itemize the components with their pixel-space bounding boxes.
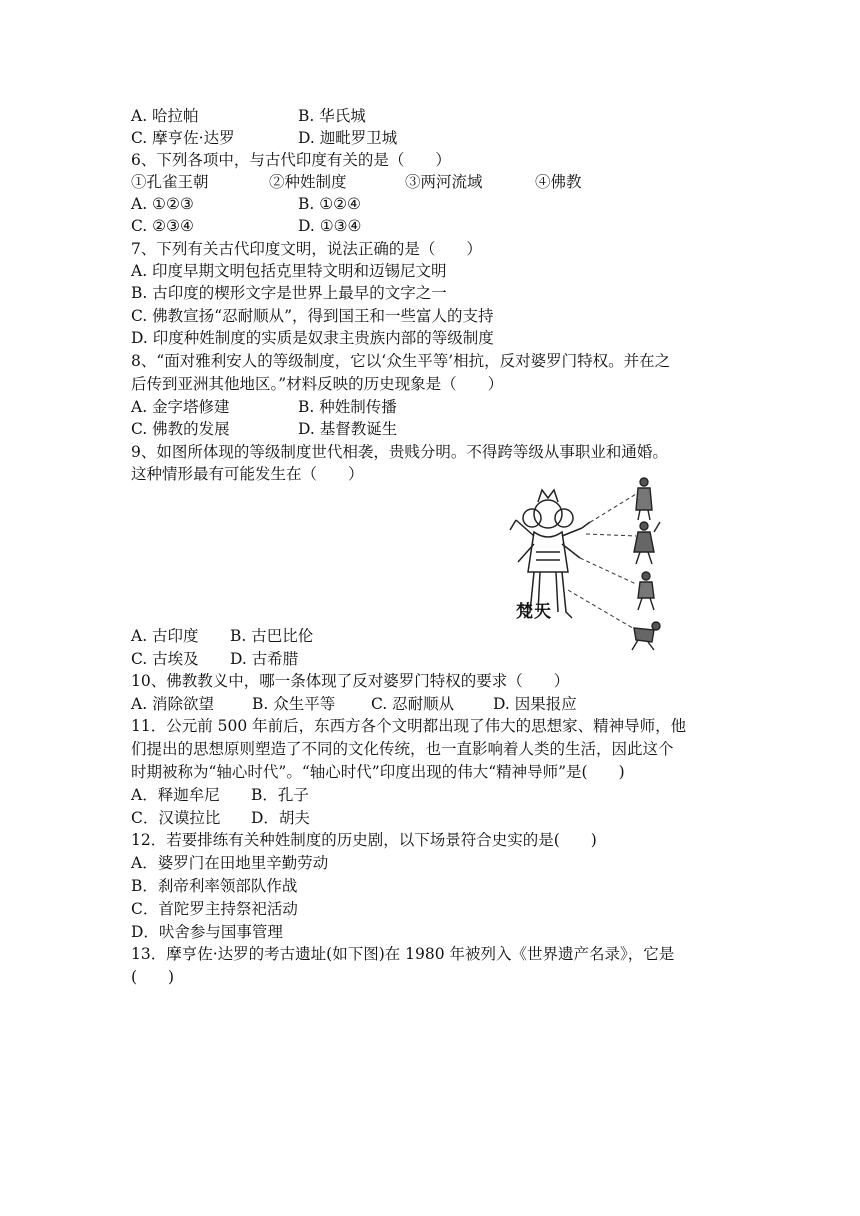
brahmin-figure-icon bbox=[636, 478, 652, 520]
q7-stem: 7、下列有关古代印度文明，说法正确的是（ ） bbox=[131, 240, 482, 258]
q6-option-b: B. ①②④ bbox=[298, 195, 361, 213]
q12-option-a: A．婆罗门在田地里辛勤劳动 bbox=[131, 854, 329, 872]
q12-stem: 12．若要排练有关种姓制度的历史剧，以下场景符合史实的是( ) bbox=[131, 831, 597, 849]
q10-option-c: C. 忍耐顺从 bbox=[371, 695, 455, 713]
q10-stem: 10、佛教教义中，哪一条体现了反对婆罗门特权的要求（ ） bbox=[131, 672, 570, 690]
kshatriya-figure-icon bbox=[634, 522, 660, 564]
q10-option-d: D. 因果报应 bbox=[493, 695, 577, 713]
caste-system-figure bbox=[498, 472, 678, 654]
q9-option-d: D. 古希腊 bbox=[230, 650, 299, 668]
q13-stem-line-2: ( ) bbox=[131, 968, 175, 986]
q12-option-d: D．吠舍参与国事管理 bbox=[131, 923, 283, 941]
vaishya-figure-icon bbox=[638, 572, 654, 610]
q9-option-c: C. 古埃及 bbox=[131, 650, 199, 668]
brahma-caste-illustration bbox=[498, 472, 678, 654]
q11-stem-line-2: 们提出的思想原则塑造了不同的文化传统，也一直影响着人类的生活，因此这个 bbox=[131, 740, 674, 758]
q11-stem-line-1: 11．公元前 500 年前后，东西方各个文明都出现了伟大的思想家、精神导师，他 bbox=[131, 717, 687, 735]
q10-option-a: A. 消除欲望 bbox=[131, 695, 215, 713]
q8-stem-line-1: 8、“面对雅利安人的等级制度，它以‘众生平等’相抗，反对婆罗门特权。并在之 bbox=[131, 352, 671, 370]
q8-option-b: B. 种姓制传播 bbox=[298, 398, 397, 416]
q10-option-b: B. 众生平等 bbox=[252, 695, 336, 713]
q11-option-b: B．孔子 bbox=[251, 786, 309, 804]
q11-option-c: C．汉谟拉比 bbox=[131, 809, 221, 827]
q6-item-2: ②种姓制度 bbox=[269, 173, 347, 191]
q8-option-a: A. 金字塔修建 bbox=[131, 398, 230, 416]
q7-option-b: B. 古印度的楔形文字是世界上最早的文字之一 bbox=[131, 284, 447, 302]
brahma-label: 梵天 bbox=[516, 602, 552, 622]
q6-stem: 6、下列各项中，与古代印度有关的是（ ） bbox=[131, 151, 451, 169]
q9-stem-line-1: 9、如图所体现的等级制度世代相袭，贵贱分明。不得跨等级从事职业和通婚。 bbox=[131, 443, 668, 461]
q8-option-c: C. 佛教的发展 bbox=[131, 420, 230, 438]
q11-option-a: A．释迦牟尼 bbox=[131, 786, 220, 804]
shudra-figure-icon bbox=[632, 622, 660, 650]
q6-item-3: ③两河流域 bbox=[405, 173, 483, 191]
q6-option-c: C. ②③④ bbox=[131, 217, 194, 235]
q7-option-a: A. 印度早期文明包括克里特文明和迈锡尼文明 bbox=[131, 262, 447, 280]
q6-item-4: ④佛教 bbox=[535, 173, 582, 191]
q12-option-c: C．首陀罗主持祭祀活动 bbox=[131, 900, 298, 918]
q11-option-d: D．胡夫 bbox=[251, 809, 310, 827]
q9-option-b: B. 古巴比伦 bbox=[230, 627, 314, 645]
q7-option-d: D. 印度种姓制度的实质是奴隶主贵族内部的等级制度 bbox=[131, 329, 494, 347]
q5-option-b: B. 华氏城 bbox=[298, 107, 366, 125]
q6-option-a: A. ①②③ bbox=[131, 195, 194, 213]
q7-option-c: C. 佛教宣扬“忍耐顺从”，得到国王和一些富人的支持 bbox=[131, 307, 494, 325]
q13-stem-line-1: 13．摩亨佐·达罗的考古遗址(如下图)在 1980 年被列入《世界遗产名录》，它是 bbox=[131, 945, 675, 963]
q6-option-d: D. ①③④ bbox=[298, 217, 362, 235]
q11-stem-line-3: 时期被称为“轴心时代”。“轴心时代”印度出现的伟大“精神导师”是( ) bbox=[131, 763, 625, 781]
q12-option-b: B．刹帝利率领部队作战 bbox=[131, 877, 298, 895]
q8-option-d: D. 基督教诞生 bbox=[298, 420, 398, 438]
q5-option-d: D. 迦毗罗卫城 bbox=[298, 129, 398, 147]
q6-item-1: ①孔雀王朝 bbox=[131, 173, 209, 191]
q5-option-a: A. 哈拉帕 bbox=[131, 107, 199, 125]
q9-stem-line-2: 这种情形最有可能发生在（ ） bbox=[131, 465, 364, 483]
q8-stem-line-2: 后传到亚洲其他地区。”材料反映的历史现象是（ ） bbox=[131, 375, 504, 393]
q9-option-a: A. 古印度 bbox=[131, 627, 199, 645]
q5-option-c: C. 摩亨佐·达罗 bbox=[131, 129, 235, 147]
